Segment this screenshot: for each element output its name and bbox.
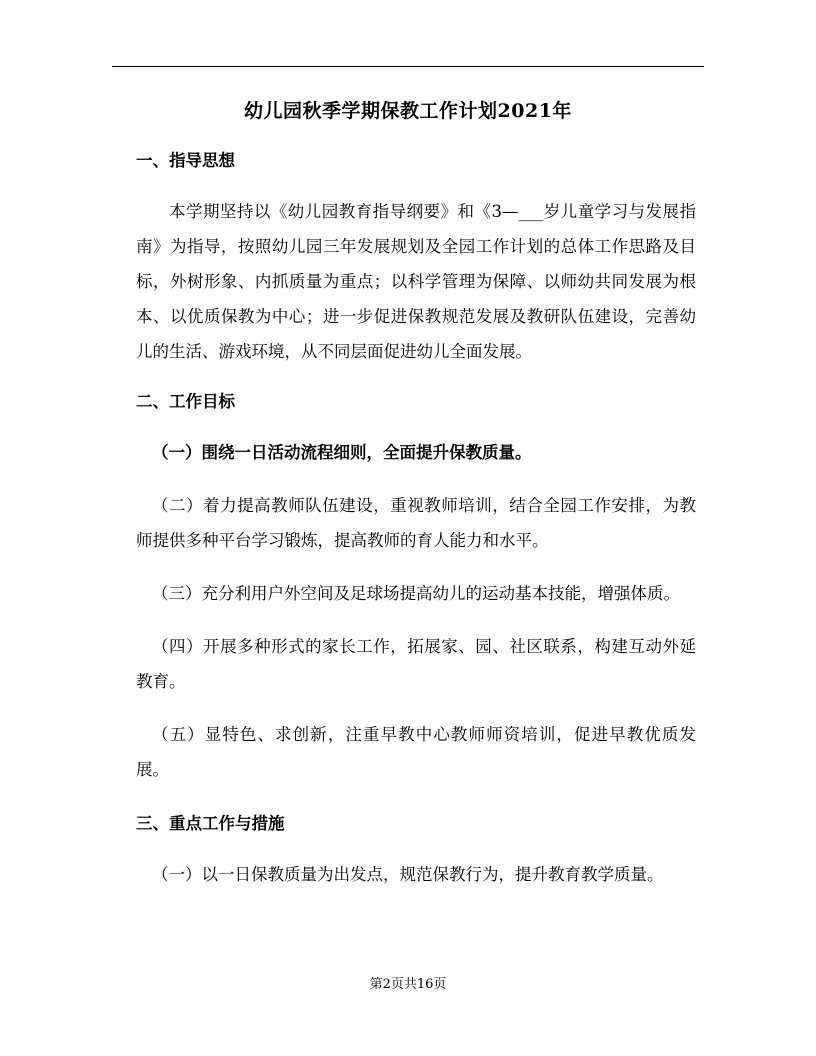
goal-item-5: （五）显特色、求创新，注重早教中心教师师资培训，促进早教优质发展。 [136,725,696,779]
goal-item-3: （三）充分利用户外空间及足球场提高幼儿的运动基本技能，增强体质。 [152,584,680,603]
document-title: 幼儿园秋季学期保教工作计划2021年 [244,100,572,122]
goal-item-2: （二）着力提高教师队伍建设，重视教师培训，结合全园工作安排，为教师提供多种平台学习锻炼，提高教师的育人能力和水平。 [136,496,696,550]
goal-item-1: （一）围绕一日活动流程细则，全面提升保教质量。 [152,443,532,462]
section-heading-guiding-ideology: 一、指导思想 [136,151,235,170]
section-heading-key-work-measures: 三、重点工作与措施 [136,814,285,833]
measure-item-1: （一）以一日保教质量为出发点，规范保教行为，提升教育教学质量。 [152,865,664,884]
document-body [136,146,696,892]
header-rule [112,66,704,67]
section-heading-work-goals: 二、工作目标 [136,392,235,411]
goal-item-4: （四）开展多种形式的家长工作，拓展家、园、社区联系，构建互动外延教育。 [136,637,696,691]
page-number-footer: 第2页共16页 [369,977,447,992]
paragraph-guiding-ideology: 本学期坚持以《幼儿园教育指导纲要》和《3—___岁儿童学习与发展指南》为指导，按照幼儿园三年发展规划及全园工作计划的总体工作思路及目标，外树形象、内抓质量为重点；以科学管理为保障、以师幼共同发展为根本、以优质保教为中心；进一步促进保教规范发展及教研队伍建设，完善幼儿的生活、游戏环境，从不同层面促进幼儿全面发展。 [136,202,696,361]
